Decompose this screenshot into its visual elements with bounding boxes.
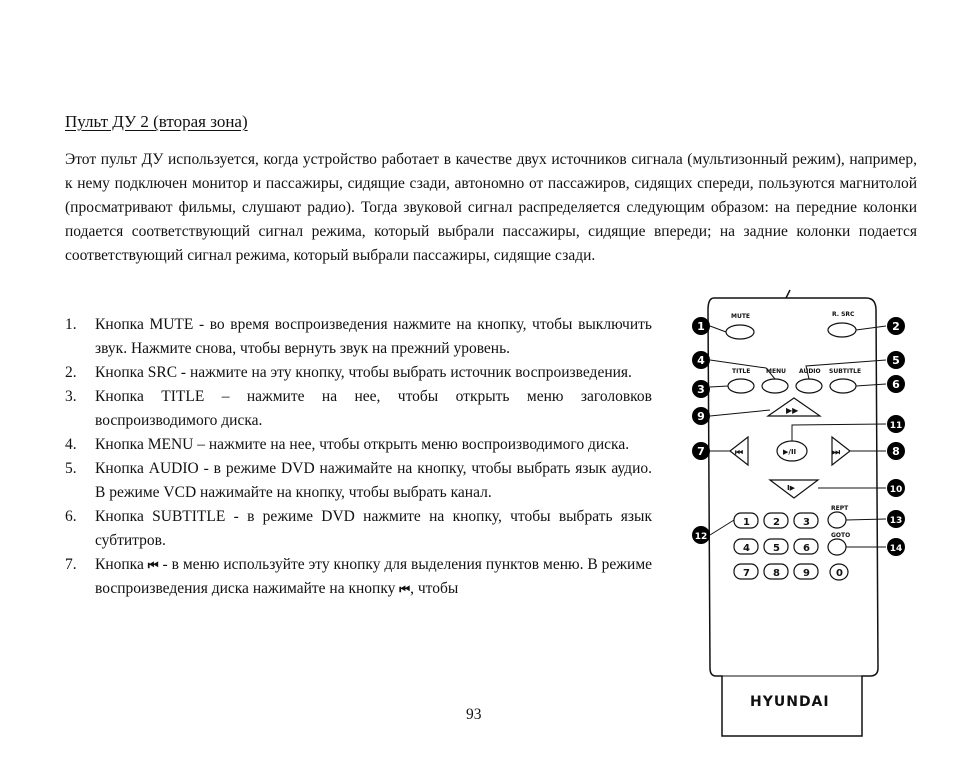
rept-label: REPT [831,505,849,512]
prev-icon: ⏮ [147,558,159,572]
digit-label: 2 [773,517,780,528]
list-item [65,433,652,457]
callout-number: 4 [697,354,705,367]
title-button[interactable] [728,379,754,393]
list-item [65,553,652,601]
list-item-number: 5. [65,460,77,477]
callout-number: 14 [889,544,903,554]
page-number: 93 [466,706,482,723]
step-icon: I▶ [787,484,795,492]
callout-number: 8 [892,445,900,458]
section-heading: Пульт ДУ 2 (вторая зона) [65,112,248,131]
list-item-text: Кнопка AUDIO - в режиме DVD нажимайте на кнопку, чтобы выбрать язык аудио. В режиме VCD нажимайте на кнопку, чтобы выбрать канал. [95,460,652,501]
src-button[interactable] [828,323,856,337]
digit-label: 0 [836,568,843,579]
callout-number: 1 [697,320,705,333]
list-item-text: Кнопка MUTE - во время воспроизведения нажмите на кнопку, чтобы выключить звук. Нажмите снова, чтобы вернуть звук на прежний уровень. [95,316,652,357]
list-item-text-end: , чтобы [410,580,459,597]
intro-paragraph: Этот пульт ДУ используется, когда устройство работает в качестве двух источников сигнала (мультизонный режим), например, к нему подключен монитор и пассажиры, сидящие сзади, автономно от пассажиров, сидящих спереди, пользуются магнитолой (просматривают фильмы, слушают радио). Тогда звуковой сигнал распределяется следующим образом: на передние колонки подается соответствующий сигнал режима, который выбрали пассажиры, сидящие впереди; на задние колонки подается соответствующий сигнал режима, который выбрали пассажиры, сидящие сзади. [65,151,917,264]
subtitle-button[interactable] [830,379,856,393]
digit-label: 7 [743,568,750,579]
list-item [65,361,652,385]
list-item-number: 7. [65,556,77,573]
digit-label: 4 [743,543,750,554]
play-pause-icon: ▶/II [783,448,797,456]
brand-logo: HYUNDAI [750,694,830,710]
menu-label: MENU [766,368,786,375]
list-item [65,313,652,361]
fwd-icon: ▶▶ [786,406,799,415]
callout-number: 10 [889,485,903,495]
callout-number: 2 [892,320,900,333]
list-item-text-middle: - в меню используйте эту кнопку для выделения пунктов меню. В режиме воспроизведения диска нажимайте на кнопку [95,556,653,597]
list-item-text-start: Кнопка [95,556,148,573]
goto-button[interactable] [828,539,846,555]
mute-button[interactable] [726,325,754,339]
prev-icon: ⏮ [399,582,411,596]
callout-number: 5 [892,354,900,367]
callout-number: 6 [892,378,900,391]
callout-number: 7 [697,445,705,458]
list-item-text: Кнопка TITLE – нажмите на нее, чтобы открыть меню заголовков воспроизводимого диска. [95,388,652,429]
remote-control-illustration [686,288,916,748]
goto-label: GOTO [831,532,851,539]
digit-label: 5 [773,543,780,554]
digit-label: 9 [803,568,810,579]
subtitle-label: SUBTITLE [829,368,862,375]
list-item [65,385,652,433]
callout-number: 3 [697,383,705,396]
button-description-list [65,313,652,601]
list-item-text: Кнопка SRC - нажмите на эту кнопку, чтобы выбрать источник воспроизведения. [95,364,632,381]
audio-button[interactable] [796,379,822,393]
next-icon: ⏭ [832,448,841,458]
list-item-number: 2. [65,364,77,381]
callout-number: 12 [694,532,708,542]
list-item-number: 3. [65,388,77,405]
callout-number: 11 [889,421,903,431]
list-item [65,457,652,505]
digit-label: 3 [803,517,810,528]
mute-label: MUTE [731,313,751,320]
rsrc-label: R. SRC [832,311,855,318]
list-item-number: 4. [65,436,77,453]
digit-label: 8 [773,568,780,579]
list-item-number: 6. [65,508,77,525]
list-item [65,505,652,553]
list-item-text: Кнопка SUBTITLE - в режиме DVD нажмите на кнопку, чтобы выбрать язык субтитров. [95,508,652,549]
repeat-button[interactable] [828,512,846,528]
list-item-text: Кнопка MENU – нажмите на нее, чтобы открыть меню воспроизводимого диска. [95,436,630,453]
callout-number: 13 [889,516,903,526]
digit-label: 6 [803,543,810,554]
title-label: TITLE [732,368,751,375]
digit-label: 1 [743,517,750,528]
callout-number: 9 [697,410,705,423]
list-item-number: 1. [65,316,77,333]
prev-icon: ⏮ [735,448,744,458]
audio-label: AUDIO [799,368,821,375]
menu-button[interactable] [762,379,788,393]
